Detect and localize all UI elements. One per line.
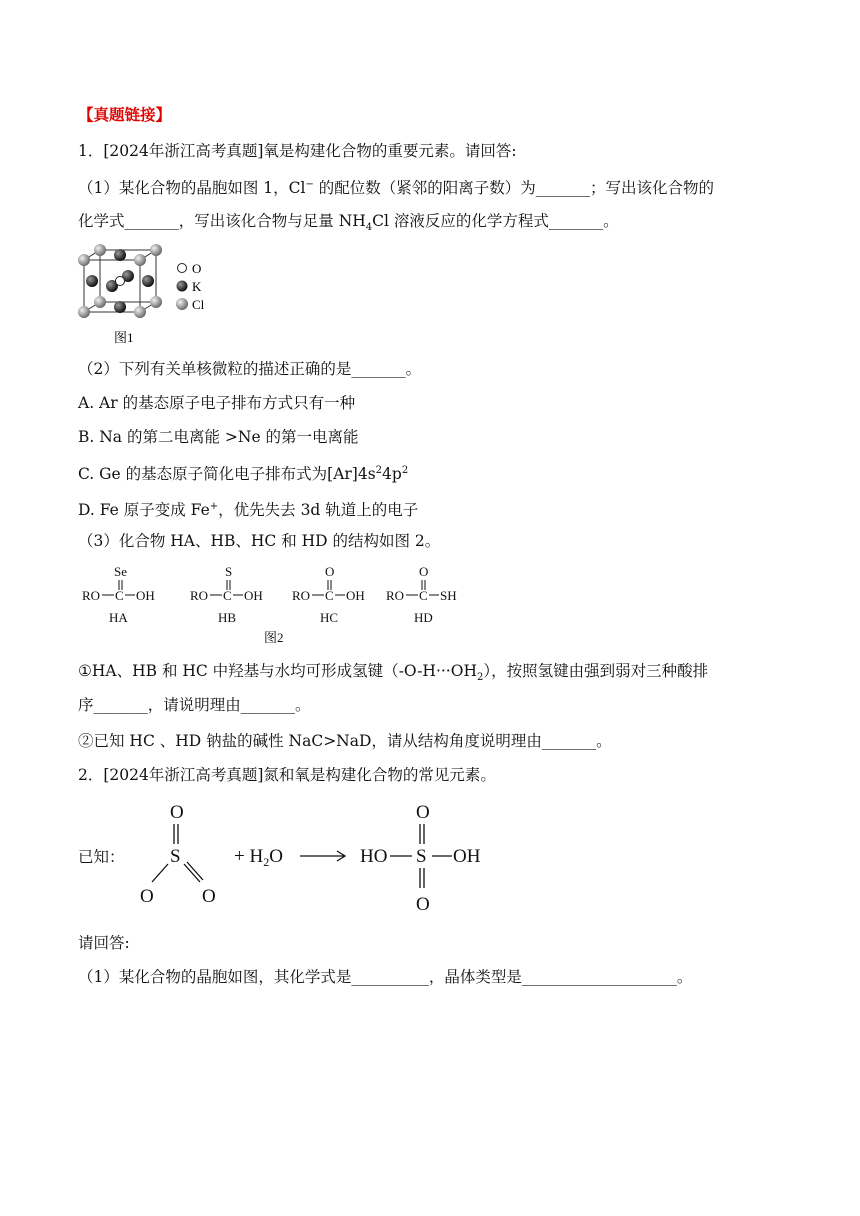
chloride-symbol: Cl bbox=[288, 179, 306, 198]
center-atom: C bbox=[325, 588, 334, 603]
q1-sub2: ②已知 HC 、HD 钠盐的碱性 NaC>NaD，请从结构角度说明理由_______。 bbox=[78, 732, 612, 750]
left-group: RO bbox=[386, 588, 405, 603]
q2-part1: （1）某化合物的晶胞如图，其化学式是__________，晶体类型是____________________。 bbox=[78, 968, 693, 986]
oxygen-atom: O bbox=[416, 894, 430, 915]
figure-2-caption: 图2 bbox=[264, 630, 284, 645]
top-atom: Se bbox=[114, 564, 127, 579]
ammonium-subscript: 4 bbox=[365, 222, 373, 234]
right-group: SH bbox=[440, 588, 457, 603]
figure-2-structures bbox=[78, 560, 478, 650]
subscript: 2 bbox=[476, 672, 484, 684]
sulfuric-acid-structure bbox=[360, 802, 481, 915]
compound-name: HA bbox=[109, 610, 128, 625]
option-d bbox=[78, 496, 418, 521]
text-span: O bbox=[269, 846, 283, 867]
top-atom: S bbox=[225, 564, 233, 579]
chloride-charge: − bbox=[305, 179, 314, 190]
q1-part3: （3）化合物 HA、HB、HC 和 HD 的结构如图 2。 bbox=[78, 532, 441, 550]
superscript: 2 bbox=[401, 465, 409, 476]
water-formula bbox=[234, 846, 283, 869]
center-atom: C bbox=[419, 588, 428, 603]
oxygen-atom: O bbox=[202, 886, 216, 907]
text-span: D. Fe 原子变成 Fe bbox=[78, 501, 210, 520]
option-b: B. Na 的第二电离能 >Ne 的第一电离能 bbox=[78, 428, 359, 446]
figure-1-caption: 图1 bbox=[114, 330, 134, 345]
text-span: 化学式_______，写出该化合物与足量 bbox=[78, 212, 339, 230]
text-span: 4p bbox=[382, 465, 402, 484]
water-term bbox=[234, 846, 283, 869]
left-group: RO bbox=[190, 588, 209, 603]
text-span: ，优先失去 3d 轨道上的电子 bbox=[218, 501, 419, 520]
q1-stem: 1．[2024年浙江高考真题]氧是构建化合物的重要元素。请回答: bbox=[78, 142, 517, 160]
text-span: + H bbox=[234, 846, 264, 867]
q1-part1-line2 bbox=[78, 210, 619, 239]
q1-sub1-line2: 序_______，请说明理由_______。 bbox=[78, 696, 311, 714]
text-span: 溶液反应的化学方程式_______。 bbox=[388, 212, 619, 230]
sulfur-atom: S bbox=[416, 846, 427, 867]
figure-1-crystal-cell bbox=[74, 242, 224, 348]
right-group: OH bbox=[346, 588, 365, 603]
text-span: ①HA、HB 和 HC 中羟基与水均可形成氢键（ bbox=[78, 662, 399, 680]
option-a: A. Ar 的基态原子电子排布方式只有一种 bbox=[78, 394, 356, 412]
text-span: ），按照氢键由强到弱对三种酸排 bbox=[483, 662, 709, 680]
legend-cl: Cl bbox=[192, 297, 205, 312]
corner-atoms bbox=[78, 244, 162, 318]
subscript: 2 bbox=[263, 855, 270, 869]
reaction-arrow bbox=[300, 851, 345, 861]
superscript: + bbox=[209, 501, 219, 512]
q2-stem: 2．[2024年浙江高考真题]氮和氧是构建化合物的常见元素。 bbox=[78, 766, 496, 784]
ammonium-symbol: NH bbox=[338, 212, 366, 230]
compound-name: HC bbox=[320, 610, 339, 625]
compound-name: HB bbox=[218, 610, 237, 625]
legend-o: O bbox=[192, 261, 202, 276]
text-span: 的配位数（紧邻的阳离子数）为_______；写出该化合物的 bbox=[313, 179, 715, 198]
superscript: 2 bbox=[375, 465, 383, 476]
text-span: C. Ge 的基态原子简化电子排布式为[Ar]4s bbox=[78, 465, 376, 484]
oxygen-atom: O bbox=[416, 802, 430, 823]
top-atom: O bbox=[325, 564, 335, 579]
center-atom: C bbox=[223, 588, 232, 603]
so3-structure bbox=[140, 802, 216, 907]
right-group: OH bbox=[136, 588, 155, 603]
center-atom: C bbox=[115, 588, 124, 603]
option-c bbox=[78, 460, 408, 485]
hydrogen-bond: -O-H···OH bbox=[398, 662, 477, 680]
legend-k: K bbox=[192, 279, 202, 294]
structure-hb bbox=[190, 564, 263, 625]
sulfur-atom: S bbox=[170, 846, 181, 867]
q2-ask: 请回答: bbox=[78, 934, 130, 952]
oxygen-atom: O bbox=[170, 802, 184, 823]
figure-1-legend bbox=[176, 261, 205, 312]
structure-ha bbox=[82, 564, 155, 625]
left-group: HO bbox=[360, 846, 388, 867]
left-group: RO bbox=[82, 588, 101, 603]
q1-part2: （2）下列有关单核微粒的描述正确的是_______。 bbox=[78, 360, 422, 378]
q1-part1-line1 bbox=[78, 174, 714, 199]
compound-name: HD bbox=[414, 610, 433, 625]
right-group: OH bbox=[453, 846, 481, 867]
q1-sub1-line1 bbox=[78, 660, 708, 689]
text-span: （1）某化合物的晶胞如图 1， bbox=[78, 179, 289, 198]
left-group: RO bbox=[292, 588, 311, 603]
right-group: OH bbox=[244, 588, 263, 603]
chloride-symbol: Cl bbox=[372, 212, 389, 230]
structure-hc bbox=[292, 564, 365, 625]
top-atom: O bbox=[419, 564, 429, 579]
structure-hd bbox=[386, 564, 457, 625]
section-header: 【真题链接】 bbox=[78, 105, 172, 124]
known-label: 已知： bbox=[78, 848, 125, 866]
reaction-diagram bbox=[130, 796, 500, 920]
oxygen-atom: O bbox=[140, 886, 154, 907]
